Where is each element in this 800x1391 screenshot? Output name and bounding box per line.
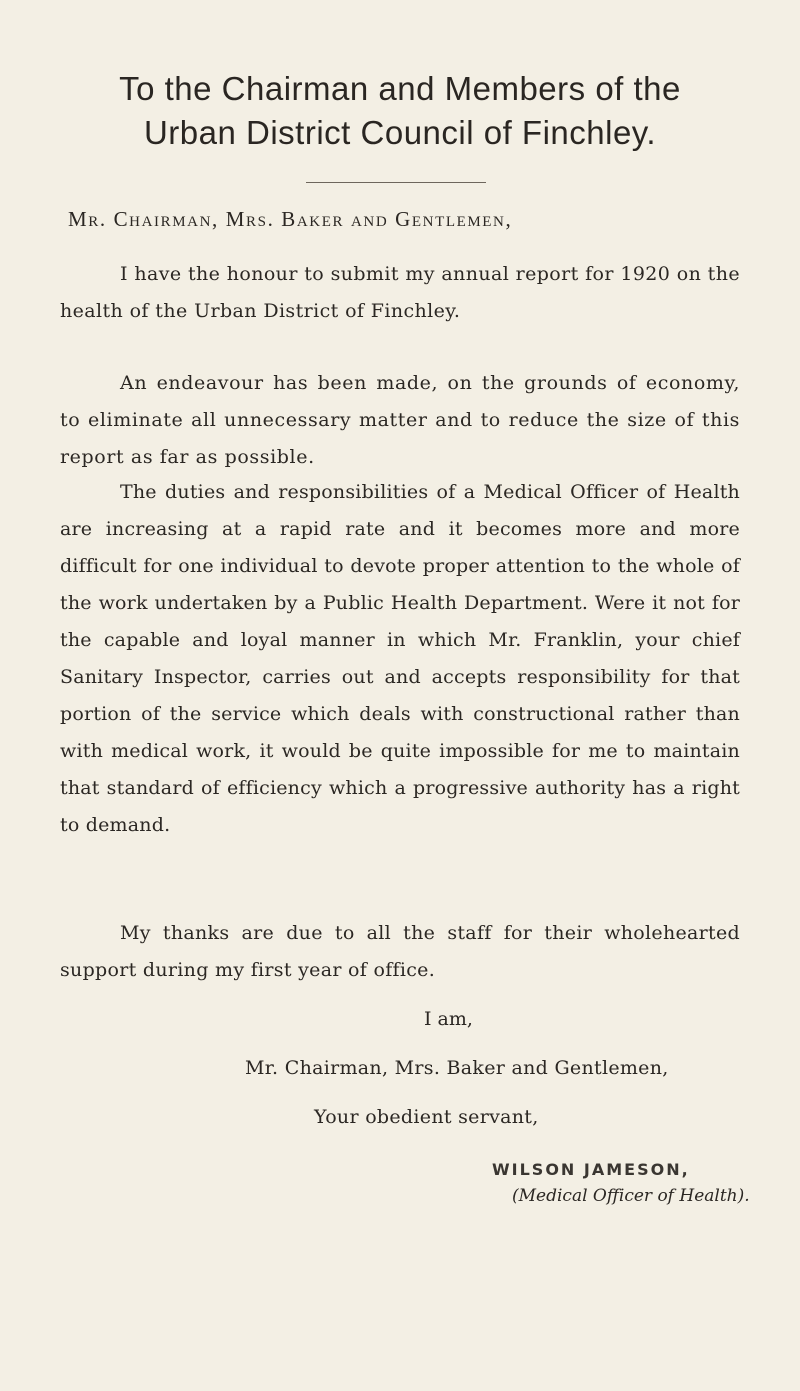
paragraph-3: The duties and responsibilities of a Medical Officer of Health are increasing at a rapid rate and it becomes more and more difficult for one individual to devote proper attention to the whole of the work undertaken by a Public Health Department. Were it not for the capable and loyal manner in which Mr. Franklin, your chief Sanitary Inspector, carries out and accepts responsibility for that portion of the service which deals with constructional rather than with medical work, it would be quite impossible for me to maintain that standard of efficiency which a progressive authority has a right to demand. [60, 481, 740, 836]
signature-name: WILSON JAMESON, [492, 1160, 690, 1179]
paragraph-1: I have the honour to submit my annual report for 1920 on the health of the Urban District of Finchley. [60, 263, 740, 322]
paragraph-4: My thanks are due to all the staff for their wholehearted support during my first year of office. [60, 922, 740, 981]
salutation: Mr. Chairman, Mrs. Baker and Gentlemen, [68, 207, 513, 231]
closing-line-3: Your obedient servant, [314, 1106, 539, 1128]
paragraph-2: An endeavour has been made, on the grounds of economy, to eliminate all unnecessary matter and to reduce the size of this report as far as possible. [60, 372, 740, 468]
closing-line-2: Mr. Chairman, Mrs. Baker and Gentlemen, [245, 1057, 669, 1079]
heading-line-2: Urban District Council of Finchley. [143, 114, 657, 151]
closing-line-1: I am, [424, 1008, 473, 1030]
heading-divider [306, 182, 486, 183]
signature-title: (Medical Officer of Health). [512, 1186, 750, 1206]
heading-line-1: To the Chairman and Members of the [119, 70, 681, 107]
